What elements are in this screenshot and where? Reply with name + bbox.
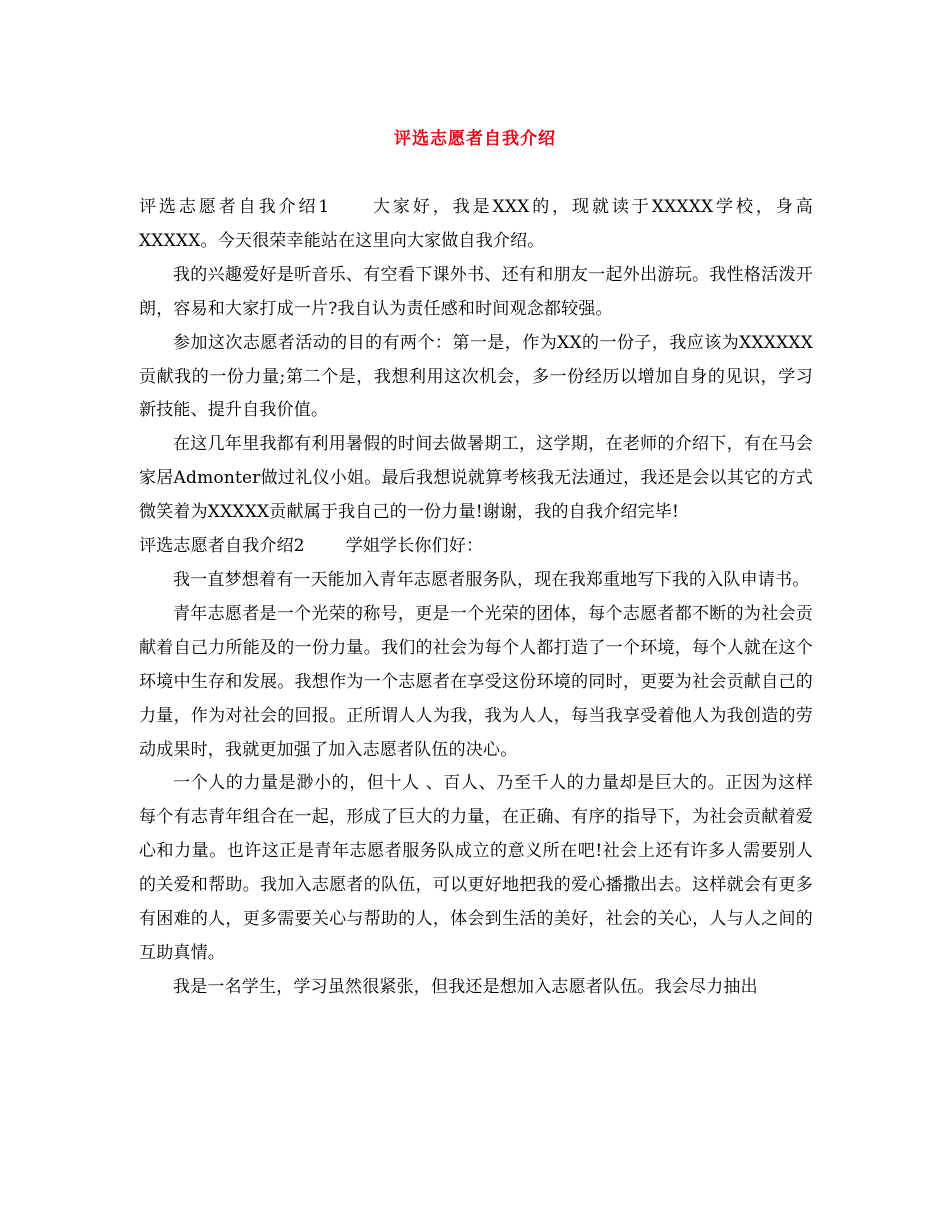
section-2-lead: 学姐学长你们好： <box>345 536 484 557</box>
section-1-heading: 评选志愿者自我介绍1 <box>139 197 330 217</box>
section-2-intro <box>139 530 813 564</box>
document-body <box>139 191 813 1005</box>
section-1-intro <box>139 191 813 259</box>
document-title: 评选志愿者自我介绍 <box>394 129 556 149</box>
section-1-paragraph: 我的兴趣爱好是听音乐、有空看下课外书、还有和朋友一起外出游玩。我性格活泼开朗，容易和大家打成一片?我自认为责任感和时间观念都较强。 <box>139 264 813 319</box>
section-2-paragraph: 我是一名学生，学习虽然很紧张，但我还是想加入志愿者队伍。我会尽力抽出 <box>173 976 758 997</box>
section-2-paragraph: 我一直梦想着有一天能加入青年志愿者服务队，现在我郑重地写下我的入队申请书。 <box>173 569 810 590</box>
section-1-lead: 大家好，我是XXX的，现就读于XXXXX学校，身高XXXXX。今天很荣幸能站在这里向大家做自我介绍。 <box>139 197 813 251</box>
section-2-paragraph: 青年志愿者是一个光荣的称号，更是一个光荣的团体，每个志愿者都不断的为社会贡献着自己力所能及的一份力量。我们的社会为每个人都打造了一个环境，每个人就在这个环境中生存和发展。我想作为一个志愿者在享受这份环境的同时，更要为社会贡献自己的力量，作为对社会的回报。正所谓人人为我，我为人人，每当我享受着他人为我创造的劳动成果时，我就更加强了加入志愿者队伍的决心。 <box>139 603 813 760</box>
section-1-paragraph: 在这几年里我都有利用暑假的时间去做暑期工，这学期，在老师的介绍下，有在马会家居Admonter做过礼仪小姐。最后我想说就算考核我无法通过，我还是会以其它的方式微笑着为XXXXX贡献属于我自己的一份力量!谢谢，我的自我介绍完毕! <box>139 434 813 523</box>
section-2-heading: 评选志愿者自我介绍2 <box>139 536 305 557</box>
section-2-paragraph: 一个人的力量是渺小的，但十人 、百人、乃至千人的力量却是巨大的。正因为这样每个有志青年组合在一起，形成了巨大的力量，在正确、有序的指导下，为社会贡献着爱心和力量。也许这正是青年志愿者服务队成立的意义所在吧!社会上还有许多人需要别人的关爱和帮助。我加入志愿者的队伍，可以更好地把我的爱心播撒出去。这样就会有更多有困难的人，更多需要关心与帮助的人，体会到生活的美好，社会的关心，人与人之间的互助真情。 <box>139 773 813 963</box>
section-1-paragraph: 参加这次志愿者活动的目的有两个：第一是，作为XX的一份子，我应该为XXXXXX贡献我的一份力量;第二个是，我想利用这次机会，多一份经历以增加自身的见识，学习新技能、提升自我价值。 <box>139 332 813 421</box>
